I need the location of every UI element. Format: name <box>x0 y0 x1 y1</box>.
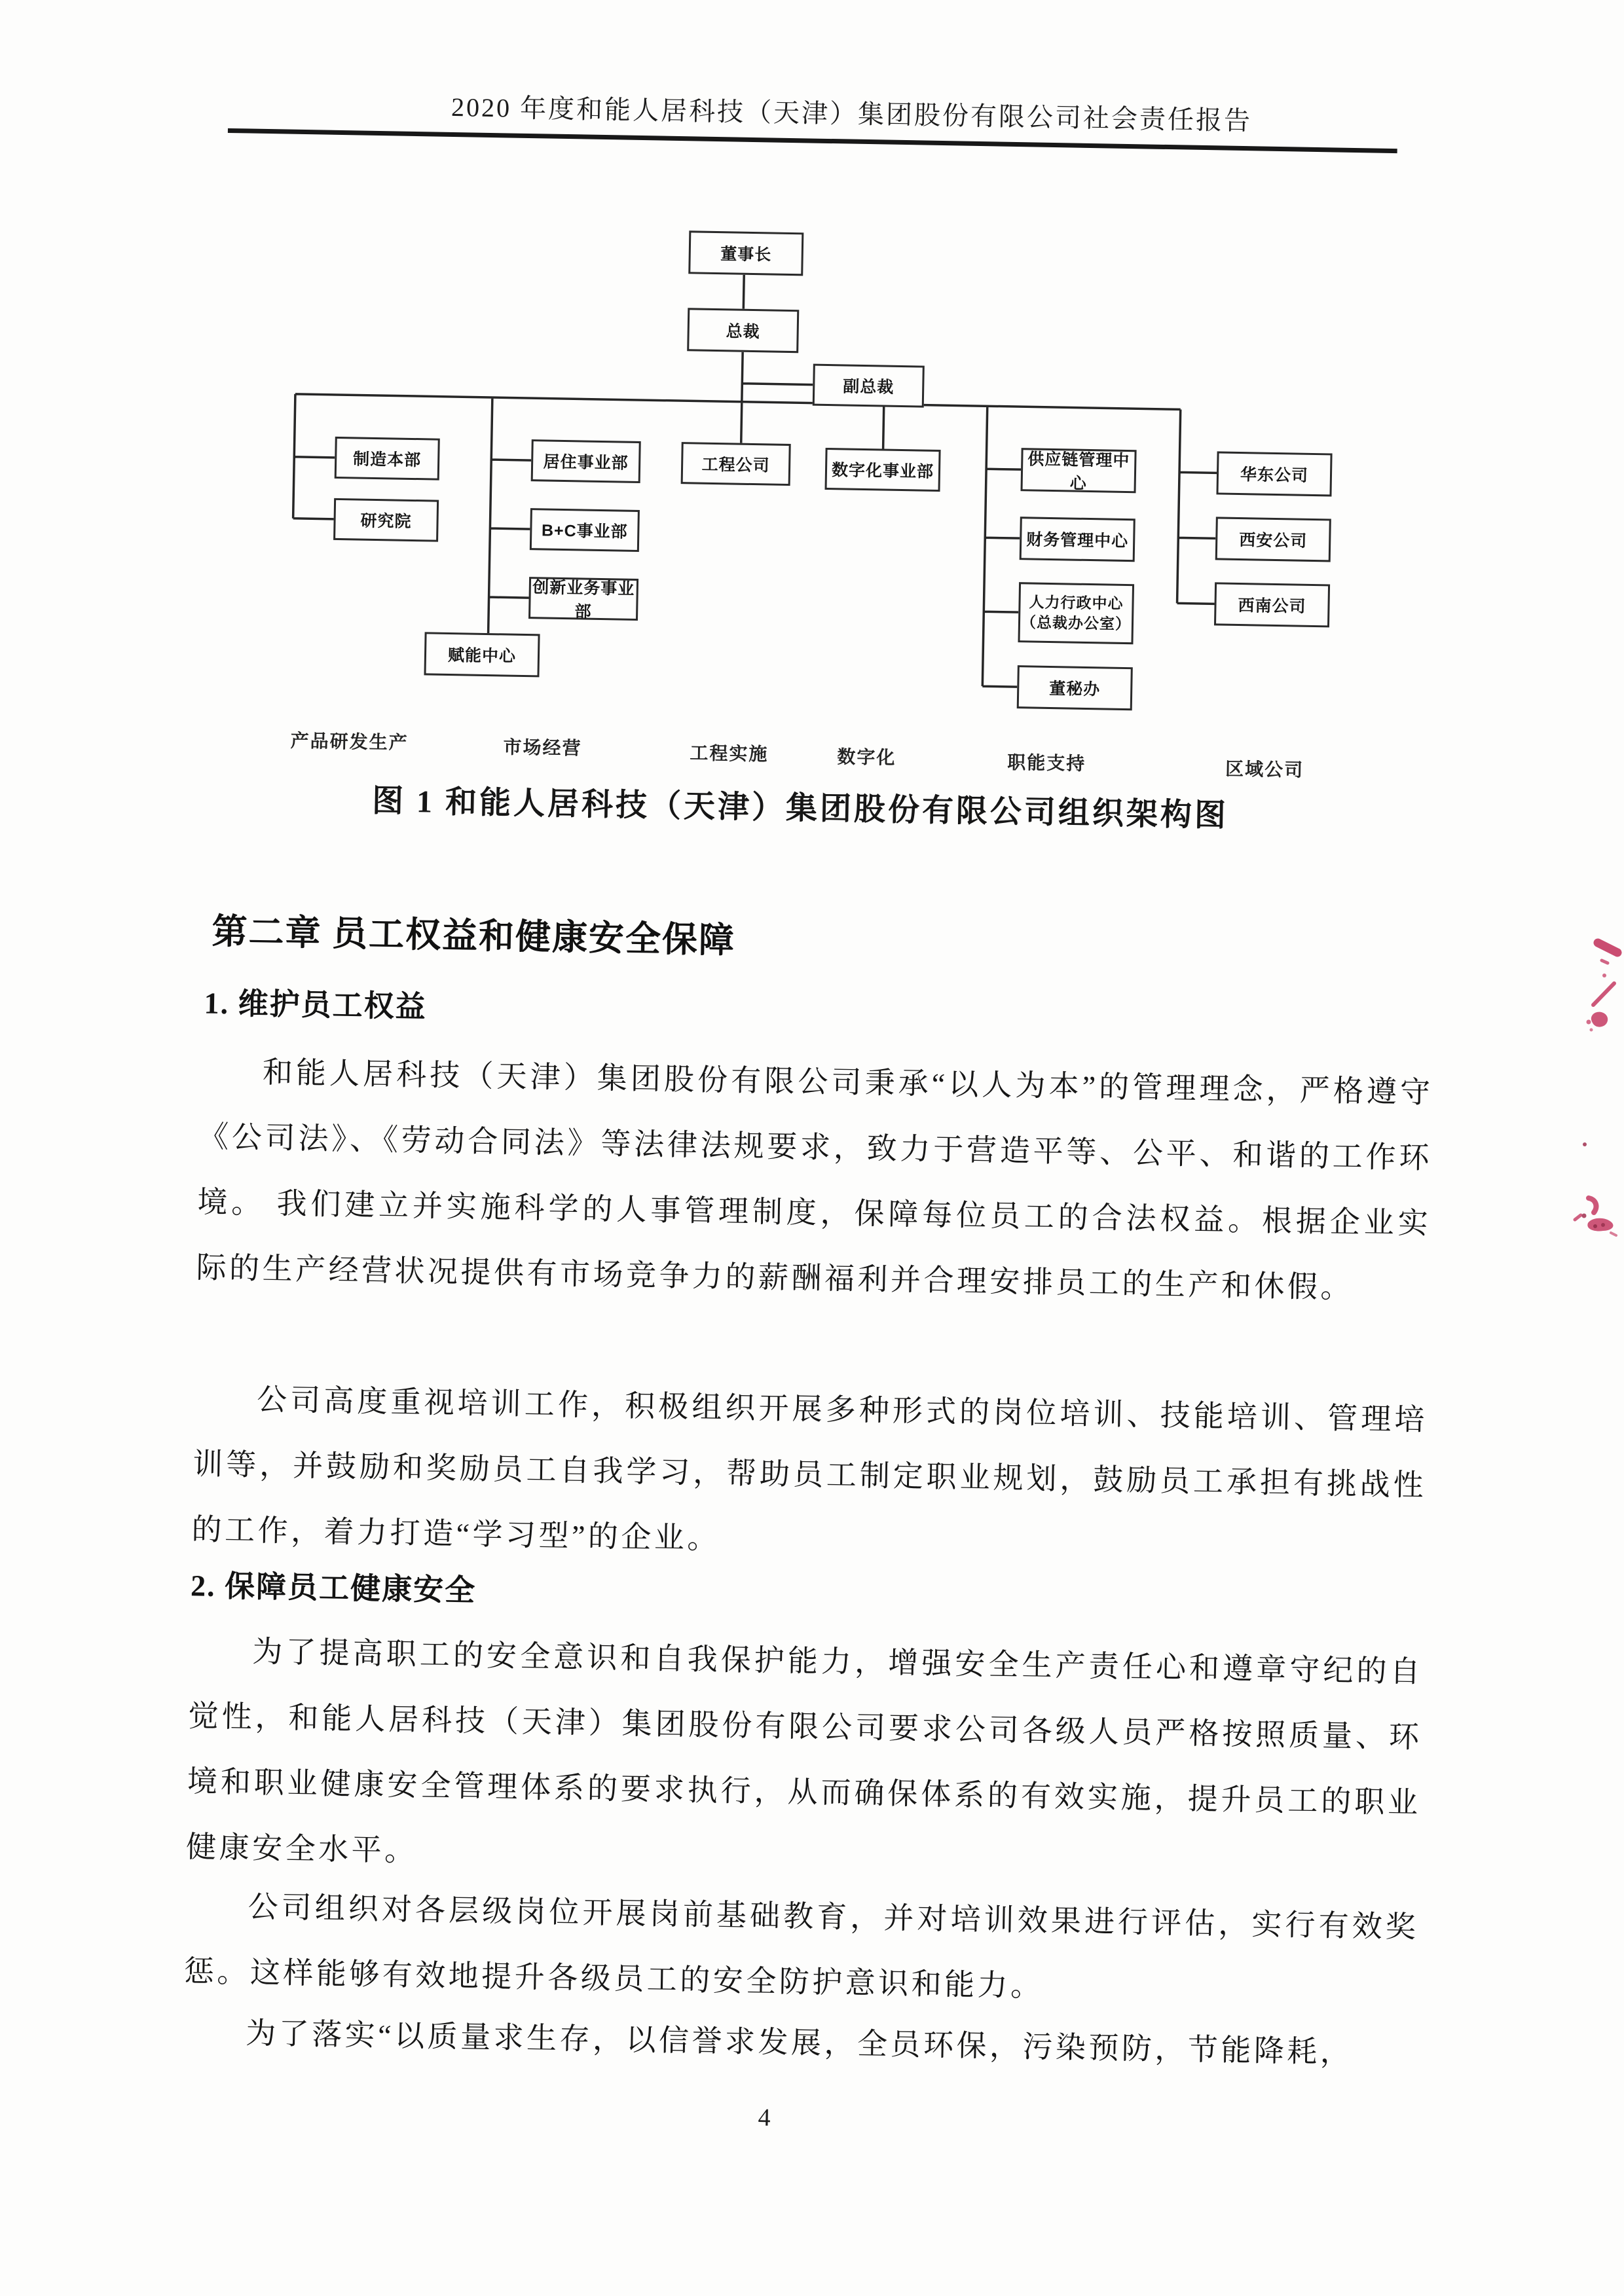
org-node-president: 总裁 <box>687 308 799 353</box>
org-node-hr-admin-center <box>1018 582 1134 644</box>
lane-label-product-rd: 产品研发生产 <box>290 730 409 753</box>
org-node-supply-chain-center: 供应链管理中心 <box>1021 448 1137 493</box>
paragraph-1: 和能人居科技（天津）集团股份有限公司秉承“以人为本”的管理理念，严格遵守《公司法》、《劳动合同法》等法律法规要求，致力于营造平等、公平、和谐的工作环境。 我们建立并实施科学的人事管理制度，保障每位员工的合法权益。根据企业实际的生产经营状况提供有市场竞争力的薪酬福利并合理安排员工的生产和休假。 <box>196 1055 1434 1305</box>
paragraph-3: 为了提高职工的安全意识和自我保护能力，增强安全生产责任心和遵章守纪的自觉性，和能人居科技（天津）集团股份有限公司要求公司各级人员严格按照质量、环境和职业健康安全管理体系的要求执行，从而确保体系的有效实施，提升员工的职业健康安全水平。 <box>185 1634 1424 1868</box>
org-node-vice-president: 副总裁 <box>813 364 925 408</box>
org-node-digital-div: 数字化事业部 <box>825 448 941 492</box>
paragraph-5: 为了落实“以质量求生存，以信誉求发展，全员环保，污染预防，节能降耗， <box>245 2016 1354 2069</box>
lane-label-marketing: 市场经营 <box>503 737 582 759</box>
paragraph-4: 公司组织对各层级岗位开展岗前基础教育，并对培训效果进行评估，实行有效奖惩。这样能够有效地提升各级员工的安全防护意识和能力。 <box>183 1889 1419 2003</box>
org-node-bc-div: B+C事业部 <box>530 508 640 552</box>
running-header-title: 2020 年度和能人居科技（天津）集团股份有限公司社会责任报告 <box>451 92 1253 136</box>
page-number: 4 <box>758 2104 771 2132</box>
org-node-east-china-co: 华东公司 <box>1216 451 1332 496</box>
org-chart <box>236 197 1399 846</box>
org-node-chairman: 董事长 <box>688 230 803 276</box>
lane-label-engineering: 工程实施 <box>690 742 769 765</box>
org-node-engineering-co: 工程公司 <box>681 442 791 486</box>
hr-admin-line2: （总裁办公室） <box>1020 613 1132 633</box>
org-node-manufacturing-hq: 制造本部 <box>335 437 440 481</box>
lane-label-regional-co: 区域公司 <box>1225 758 1304 780</box>
section-2-heading: 2. 保障员工健康安全 <box>190 1569 477 1607</box>
org-node-board-secretary-office: 董秘办 <box>1017 665 1133 710</box>
red-ink-mark-upper <box>1572 930 1624 1041</box>
org-node-xian-co: 西安公司 <box>1215 517 1331 562</box>
hr-admin-line1: 人力行政中心 <box>1029 593 1124 612</box>
org-node-finance-center: 财务管理中心 <box>1020 517 1135 562</box>
lane-label-digital: 数字化 <box>837 746 896 768</box>
paragraph-2: 公司高度重视培训工作，积极组织开展多种形式的岗位培训、技能培训、管理培训等，并鼓励和奖励员工自我学习，帮助员工制定职业规划，鼓励员工承担有挑战性的工作，着力打造“学习型”的企业。 <box>191 1383 1428 1556</box>
org-node-innovation-div: 创新业务事业部 <box>528 577 638 621</box>
section-1-heading: 1. 维护员工权益 <box>204 986 428 1024</box>
figure-caption: 图 1 和能人居科技（天津）集团股份有限公司组织架构图 <box>371 783 1229 833</box>
org-node-empowerment-center: 赋能中心 <box>424 632 540 677</box>
lane-label-functions: 职能支持 <box>1007 752 1086 774</box>
org-node-residential-div: 居住事业部 <box>531 439 641 483</box>
org-node-southwest-co: 西南公司 <box>1214 582 1330 627</box>
org-node-research-institute: 研究院 <box>333 498 439 542</box>
red-ink-mark-lower <box>1565 1139 1624 1237</box>
chapter-title: 第二章 员工权益和健康安全保障 <box>212 911 736 960</box>
